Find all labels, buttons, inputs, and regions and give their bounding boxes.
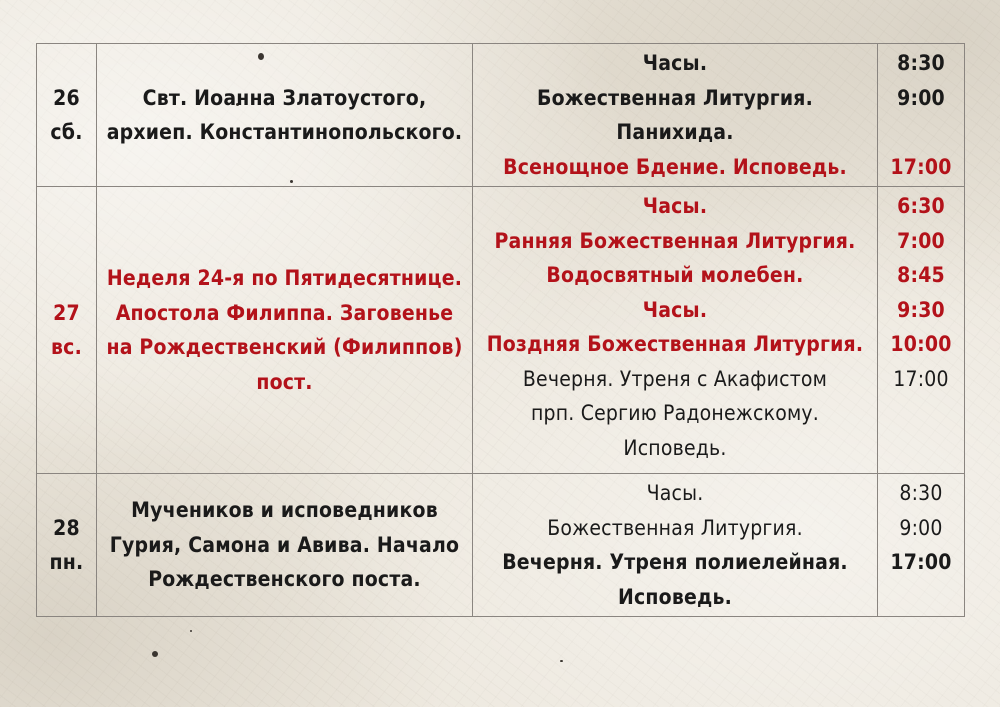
weekday: сб. — [50, 120, 83, 144]
service-time: 8:30 — [899, 481, 943, 505]
service-line: Водосвятный молебен. — [546, 263, 804, 287]
times-cell — [878, 187, 965, 474]
day-number: 28 — [53, 515, 80, 540]
feast-line: пост. — [256, 369, 313, 394]
paper-speck — [560, 660, 563, 662]
service-line: прп. Сергию Радонежскому. — [530, 401, 819, 425]
service-time: 17:00 — [890, 550, 952, 574]
paper-speck — [190, 630, 192, 632]
service-line: Поздняя Божественная Литургия. — [486, 332, 864, 356]
services-cell — [473, 187, 878, 474]
feast-line: Рождественского поста. — [148, 567, 421, 592]
service-time: 10:00 — [890, 332, 952, 356]
date-cell — [37, 44, 97, 187]
service-time: 6:30 — [897, 194, 945, 218]
service-line: Вечерня. Утреня полиелейная. — [502, 550, 848, 574]
feast-line: на Рождественский (Филиппов) — [106, 335, 463, 359]
service-schedule-table — [36, 43, 965, 617]
service-time: 7:00 — [897, 228, 945, 253]
service-line: Всенощное Бдение. Исповедь. — [503, 154, 847, 179]
service-line: Часы. — [642, 194, 708, 218]
service-time: 8:45 — [897, 263, 945, 287]
feast-line: Гурия, Самона и Авива. Начало — [109, 532, 460, 557]
service-time: 8:30 — [897, 51, 945, 75]
service-line: Часы. — [642, 51, 708, 75]
day-number: 26 — [53, 85, 80, 110]
service-line: Ранняя Божественная Литургия. — [494, 228, 856, 253]
service-time-blank — [882, 115, 960, 150]
service-time: 17:00 — [890, 154, 952, 179]
service-time: 17:00 — [893, 366, 949, 391]
feast-line: Апостола Филиппа. Заговенье — [115, 300, 454, 325]
times-cell — [878, 474, 965, 617]
table-row — [37, 474, 965, 617]
service-line: Часы. — [642, 297, 708, 322]
service-line: Исповедь. — [618, 584, 732, 609]
feast-line: архиеп. Константинопольского. — [106, 120, 463, 144]
service-line: Часы. — [646, 481, 704, 505]
date-cell — [37, 474, 97, 617]
service-time: 9:00 — [897, 85, 945, 110]
table-row — [37, 187, 965, 474]
paper-speck — [152, 651, 158, 657]
services-cell — [473, 474, 878, 617]
feast-cell — [97, 187, 473, 474]
feast-cell — [97, 44, 473, 187]
times-cell — [878, 44, 965, 187]
service-line: Божественная Литургия. — [547, 515, 803, 540]
services-cell — [473, 44, 878, 187]
feast-cell — [97, 474, 473, 617]
service-time: 9:30 — [897, 297, 945, 322]
weekday: пн. — [49, 550, 84, 574]
feast-line: Неделя 24-я по Пятидесятнице. — [106, 266, 463, 290]
date-cell — [37, 187, 97, 474]
table-row — [37, 44, 965, 187]
service-line: Панихида. — [616, 120, 734, 144]
feast-line: Мучеников и исповедников — [131, 498, 438, 523]
service-line: Божественная Литургия. — [536, 85, 814, 110]
service-time: 9:00 — [899, 515, 943, 540]
service-line: Исповедь. — [623, 435, 727, 460]
day-number: 27 — [53, 300, 80, 325]
feast-line: Свт. Иоанна Златоустого, — [142, 85, 427, 110]
service-line: Вечерня. Утреня с Акафистом — [522, 366, 828, 391]
weekday: вс. — [51, 335, 82, 359]
